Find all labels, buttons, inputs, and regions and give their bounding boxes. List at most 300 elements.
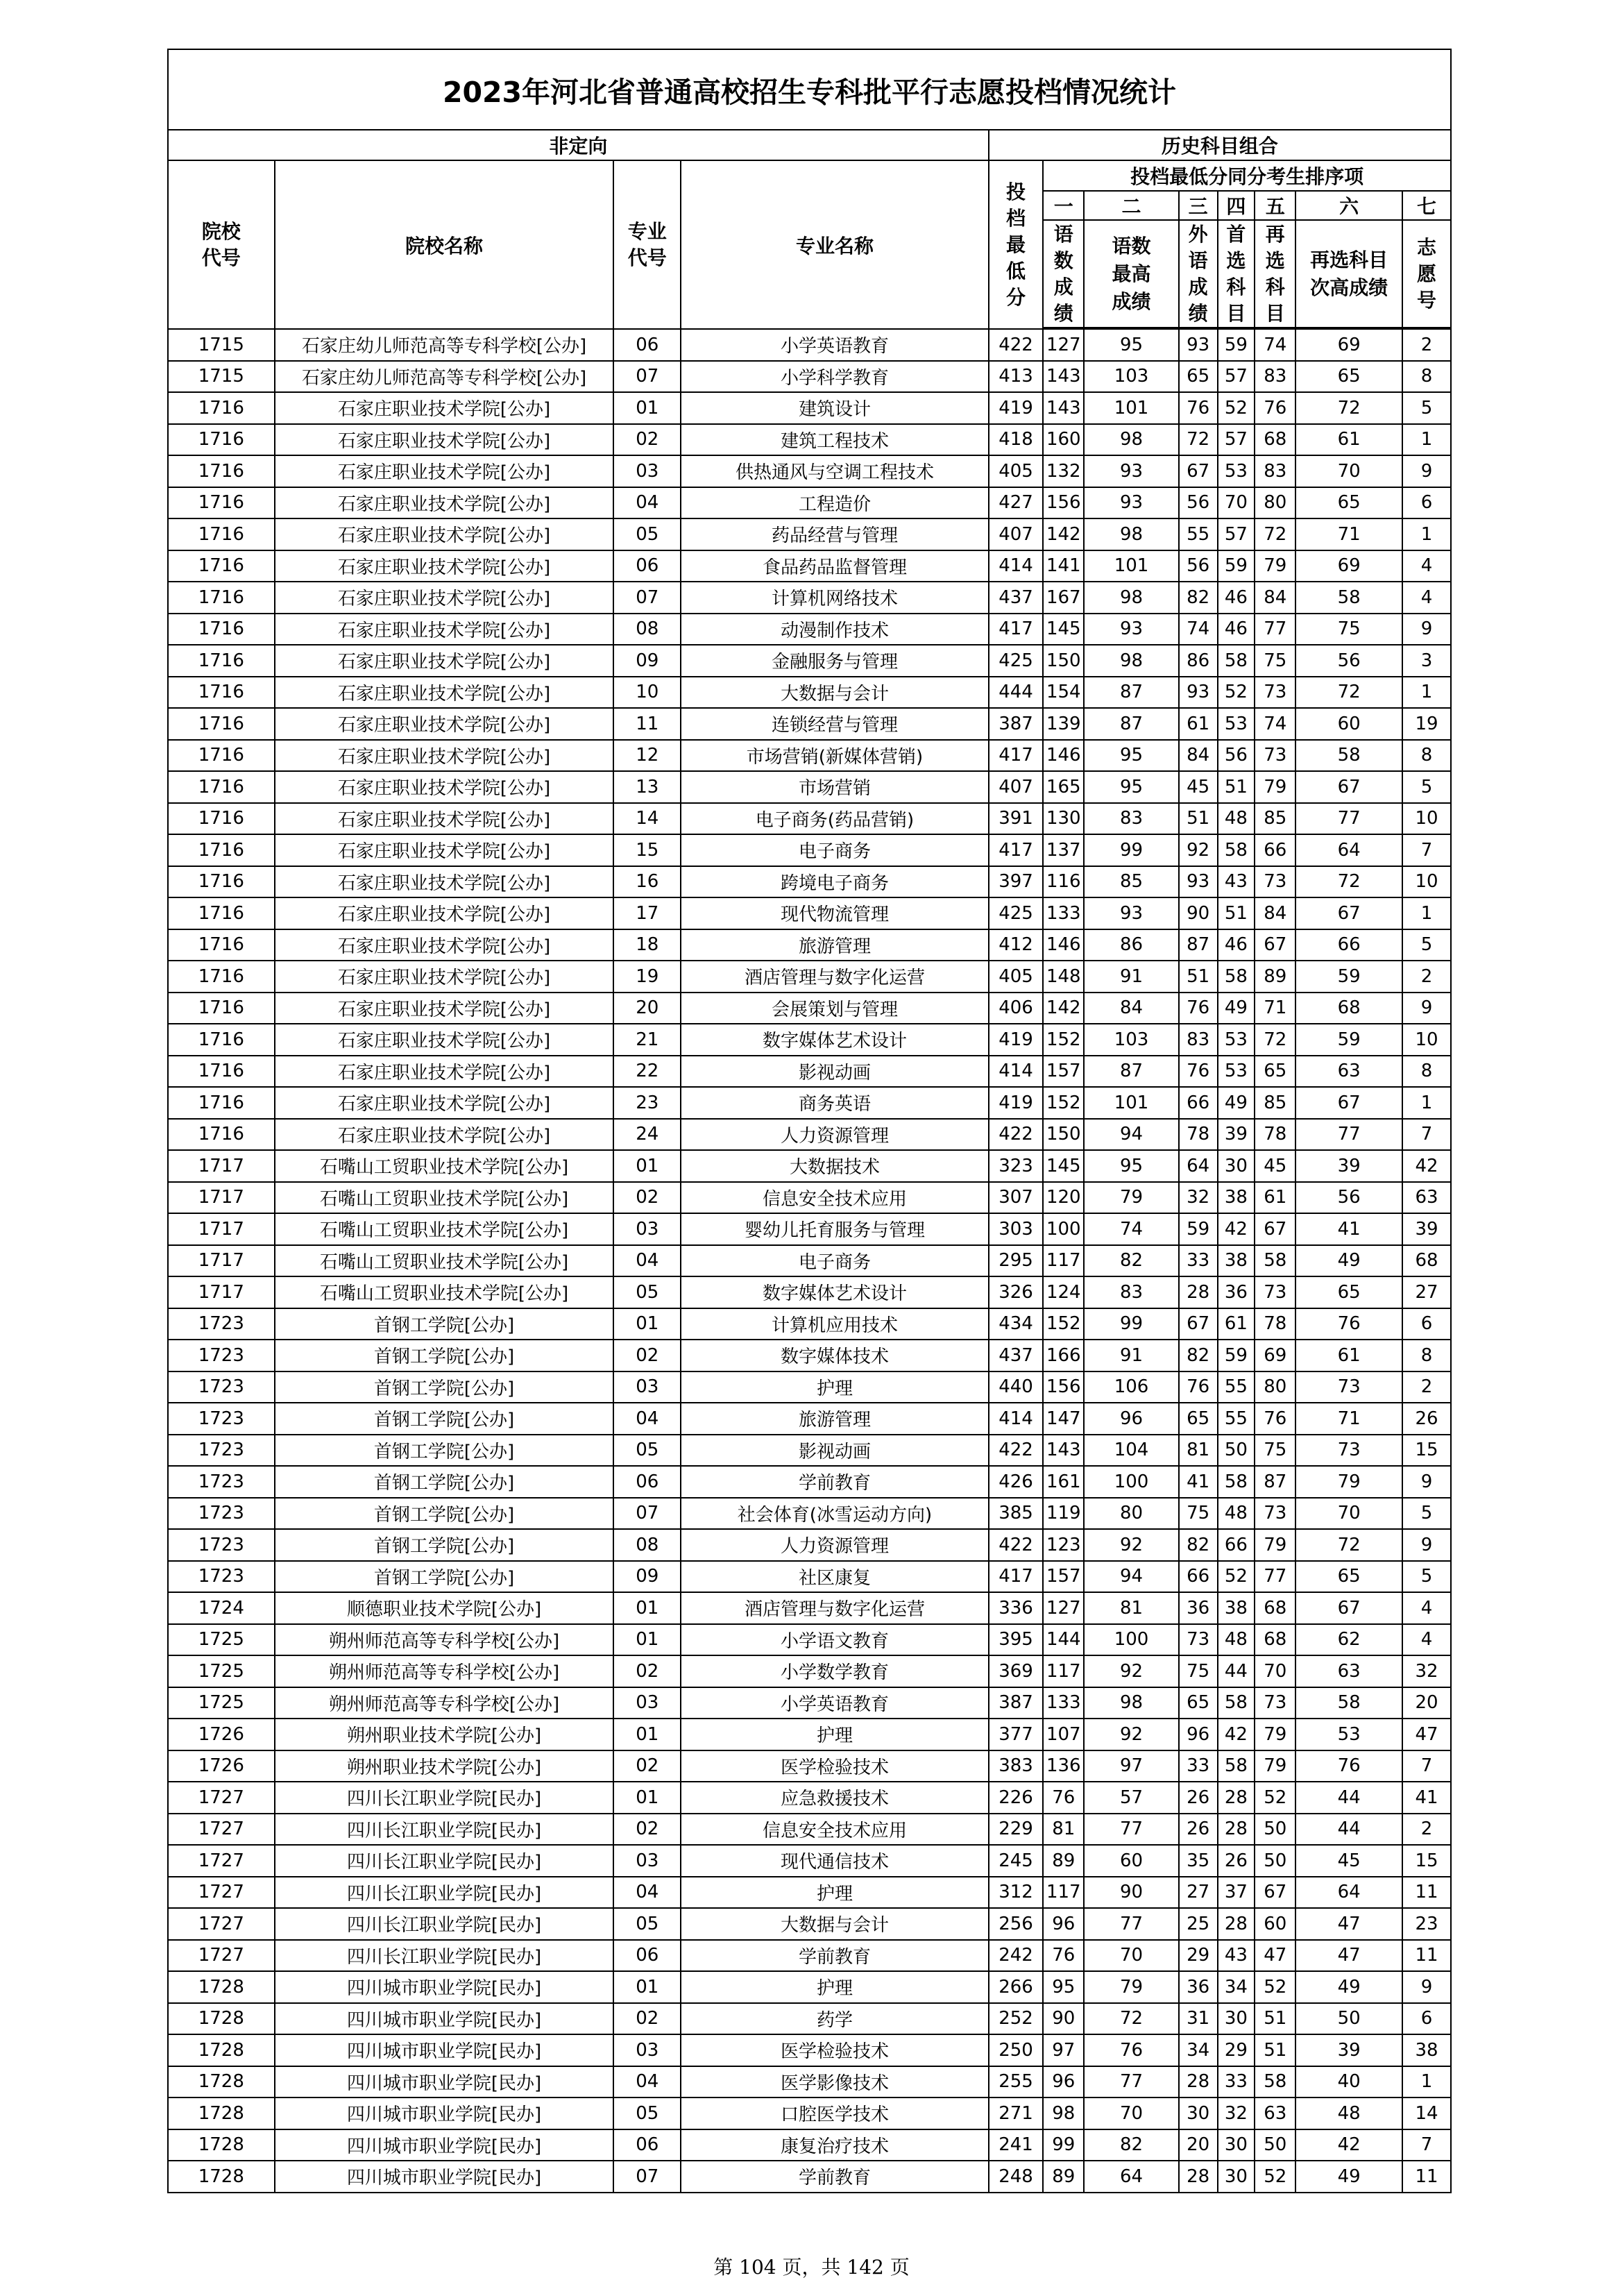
major-name-cell: 医学影像技术 [681, 2066, 989, 2098]
chn-math-score-cell: 156 [1043, 487, 1084, 519]
preference-no-cell: 9 [1402, 455, 1451, 487]
table-row [168, 1403, 1451, 1435]
major-name-cell: 人力资源管理 [681, 1529, 989, 1561]
second-subject-cell: 79 [1255, 771, 1295, 803]
foreign-lang-cell: 34 [1179, 2034, 1218, 2066]
table-row [168, 1687, 1451, 1719]
page-footer: 第 104 页，共 142 页 [713, 2256, 910, 2279]
second-subject-cell: 78 [1255, 1308, 1295, 1340]
table-row [168, 866, 1451, 898]
min-score-cell: 383 [989, 1750, 1043, 1782]
foreign-lang-cell: 72 [1179, 424, 1218, 456]
foreign-lang-cell: 56 [1179, 487, 1218, 519]
school-code-cell: 1723 [168, 1561, 275, 1593]
school-code-cell: 1723 [168, 1308, 275, 1340]
foreign-lang-cell: 59 [1179, 1213, 1218, 1245]
chn-math-score-cell: 152 [1043, 1087, 1084, 1119]
page-title: 2023年河北省普通高校招生专科批平行志愿投档情况统计 [168, 49, 1451, 130]
school-code-cell: 1723 [168, 1371, 275, 1403]
chn-math-max-cell: 94 [1084, 1119, 1178, 1151]
chn-math-score-cell: 96 [1043, 2066, 1084, 2098]
major-name-cell: 市场营销(新媒体营销) [681, 740, 989, 772]
major-code-cell: 01 [613, 1308, 681, 1340]
school-name-cell: 石家庄职业技术学院[公办] [275, 645, 614, 677]
min-score-cell: 255 [989, 2066, 1043, 2098]
major-code-cell: 01 [613, 1782, 681, 1814]
second-subject-cell: 76 [1255, 1403, 1295, 1435]
first-subject-cell: 66 [1218, 1529, 1255, 1561]
preference-no-cell: 7 [1402, 834, 1451, 866]
chn-math-score-cell: 107 [1043, 1719, 1084, 1750]
school-name-cell: 石家庄职业技术学院[公办] [275, 1087, 614, 1119]
first-subject-cell: 44 [1218, 1655, 1255, 1687]
chn-math-score-cell: 146 [1043, 929, 1084, 961]
min-score-cell: 437 [989, 1340, 1043, 1371]
table-row [168, 1371, 1451, 1403]
second-subject-cell: 83 [1255, 455, 1295, 487]
school-code-cell: 1727 [168, 1814, 275, 1846]
table-row [168, 1056, 1451, 1088]
min-score-cell: 422 [989, 1435, 1043, 1467]
major-name-cell: 工程造价 [681, 487, 989, 519]
first-subject-cell: 39 [1218, 1119, 1255, 1151]
chn-math-score-cell: 154 [1043, 677, 1084, 709]
major-name-cell: 药品经营与管理 [681, 518, 989, 550]
school-code-cell: 1716 [168, 993, 275, 1024]
min-score-cell: 425 [989, 645, 1043, 677]
school-code-cell: 1725 [168, 1624, 275, 1656]
major-code-cell: 03 [613, 1845, 681, 1877]
school-name-cell: 首钢工学院[公办] [275, 1466, 614, 1498]
major-name-cell: 供热通风与空调工程技术 [681, 455, 989, 487]
first-subject-cell: 48 [1218, 1498, 1255, 1530]
major-code-cell: 24 [613, 1119, 681, 1151]
min-score-cell: 422 [989, 1529, 1043, 1561]
first-subject-cell: 42 [1218, 1213, 1255, 1245]
major-code-cell: 02 [613, 2003, 681, 2035]
school-name-cell: 四川长江职业学院[民办] [275, 1845, 614, 1877]
chn-math-score-cell: 157 [1043, 1561, 1084, 1593]
table-row [168, 1782, 1451, 1814]
school-code-cell: 1717 [168, 1245, 275, 1277]
major-name-cell: 电子商务 [681, 1245, 989, 1277]
major-code-cell: 04 [613, 487, 681, 519]
preference-no-cell: 38 [1402, 2034, 1451, 2066]
min-score-cell: 440 [989, 1371, 1043, 1403]
table-body [168, 329, 1451, 2193]
second-subject-cell: 78 [1255, 1119, 1295, 1151]
foreign-lang-cell: 45 [1179, 771, 1218, 803]
chn-math-score-cell: 76 [1043, 1782, 1084, 1814]
second-subject-high-cell: 72 [1295, 392, 1402, 424]
school-name-cell: 四川长江职业学院[民办] [275, 1908, 614, 1940]
chn-math-max-cell: 98 [1084, 424, 1178, 456]
second-subject-cell: 67 [1255, 1213, 1295, 1245]
second-subject-high-cell: 67 [1295, 771, 1402, 803]
major-code-cell: 02 [613, 1750, 681, 1782]
chn-math-score-cell: 89 [1043, 2161, 1084, 2193]
school-code-cell: 1716 [168, 740, 275, 772]
second-subject-high-cell: 49 [1295, 1971, 1402, 2003]
table-row [168, 329, 1451, 361]
major-name-cell: 连锁经营与管理 [681, 708, 989, 740]
chn-math-max-cell: 95 [1084, 329, 1178, 361]
second-subject-cell: 70 [1255, 1655, 1295, 1687]
table-row [168, 677, 1451, 709]
chn-math-max-cell: 82 [1084, 2129, 1178, 2161]
min-score-cell: 414 [989, 1056, 1043, 1088]
foreign-lang-cell: 20 [1179, 2129, 1218, 2161]
preference-no-cell: 5 [1402, 771, 1451, 803]
second-subject-high-cell: 59 [1295, 1024, 1402, 1056]
school-name-cell: 石家庄职业技术学院[公办] [275, 866, 614, 898]
major-code-cell: 02 [613, 424, 681, 456]
chn-math-max-cell: 98 [1084, 645, 1178, 677]
chn-math-score-cell: 144 [1043, 1624, 1084, 1656]
second-subject-high-cell: 65 [1295, 1276, 1402, 1308]
school-name-cell: 石家庄职业技术学院[公办] [275, 518, 614, 550]
major-code-cell: 01 [613, 1592, 681, 1624]
second-subject-high-cell: 69 [1295, 329, 1402, 361]
chn-math-score-cell: 142 [1043, 518, 1084, 550]
school-code-cell: 1716 [168, 392, 275, 424]
preference-no-cell: 1 [1402, 424, 1451, 456]
table-row [168, 1877, 1451, 1909]
min-score-cell: 250 [989, 2034, 1043, 2066]
tiebreak-header: 投档最低分同分考生排序项 [1043, 160, 1451, 191]
table-row [168, 455, 1451, 487]
second-subject-high-cell: 72 [1295, 1529, 1402, 1561]
first-subject-cell: 38 [1218, 1592, 1255, 1624]
major-name-cell: 影视动画 [681, 1056, 989, 1088]
min-score-cell: 405 [989, 455, 1043, 487]
chn-math-max-cell: 87 [1084, 1056, 1178, 1088]
admission-statistics-sheet [167, 49, 1452, 2193]
school-code-cell: 1716 [168, 677, 275, 709]
foreign-lang-cell: 73 [1179, 1624, 1218, 1656]
second-subject-cell: 51 [1255, 2034, 1295, 2066]
chn-math-max-cell: 87 [1084, 677, 1178, 709]
chn-math-max-cell: 79 [1084, 1182, 1178, 1214]
school-name-cell: 朔州师范高等专科学校[公办] [275, 1687, 614, 1719]
preference-no-cell: 42 [1402, 1150, 1451, 1182]
major-name-cell: 婴幼儿托育服务与管理 [681, 1213, 989, 1245]
chn-math-max-cell: 106 [1084, 1371, 1178, 1403]
preference-no-cell: 11 [1402, 1877, 1451, 1909]
second-subject-cell: 79 [1255, 1529, 1295, 1561]
chn-math-score-cell: 123 [1043, 1529, 1084, 1561]
min-score-cell: 303 [989, 1213, 1043, 1245]
school-code-cell: 1716 [168, 1056, 275, 1088]
foreign-lang-cell: 51 [1179, 961, 1218, 993]
chn-math-score-cell: 124 [1043, 1276, 1084, 1308]
chn-math-score-cell: 152 [1043, 1308, 1084, 1340]
table-row [168, 2066, 1451, 2098]
chn-math-score-cell: 132 [1043, 455, 1084, 487]
table-row [168, 582, 1451, 614]
foreign-lang-cell: 28 [1179, 2161, 1218, 2193]
first-subject-cell: 58 [1218, 961, 1255, 993]
second-subject-cell: 74 [1255, 708, 1295, 740]
chn-math-max-cell: 72 [1084, 2003, 1178, 2035]
foreign-lang-cell: 93 [1179, 329, 1218, 361]
second-subject-high-cell: 40 [1295, 2066, 1402, 2098]
school-name-cell: 朔州职业技术学院[公办] [275, 1750, 614, 1782]
table-row [168, 518, 1451, 550]
second-subject-high-cell: 72 [1295, 677, 1402, 709]
chn-math-score-cell: 130 [1043, 803, 1084, 835]
foreign-lang-header: 外语成绩 [1179, 220, 1218, 328]
second-subject-cell: 65 [1255, 1056, 1295, 1088]
table-row [168, 1150, 1451, 1182]
second-subject-cell: 50 [1255, 2129, 1295, 2161]
min-score-cell: 427 [989, 487, 1043, 519]
second-subject-high-cell: 72 [1295, 866, 1402, 898]
preference-no-cell: 23 [1402, 1908, 1451, 1940]
major-name-cell: 人力资源管理 [681, 1119, 989, 1151]
first-subject-cell: 52 [1218, 677, 1255, 709]
rank-2: 二 [1084, 191, 1178, 220]
min-score-cell: 395 [989, 1624, 1043, 1656]
school-name-cell: 石家庄职业技术学院[公办] [275, 1056, 614, 1088]
school-code-cell: 1727 [168, 1877, 275, 1909]
chn-math-max-cell: 95 [1084, 771, 1178, 803]
first-subject-cell: 46 [1218, 614, 1255, 645]
school-code-cell: 1724 [168, 1592, 275, 1624]
rank-6: 六 [1295, 191, 1402, 220]
chn-math-score-cell: 139 [1043, 708, 1084, 740]
foreign-lang-cell: 56 [1179, 550, 1218, 582]
foreign-lang-cell: 30 [1179, 2097, 1218, 2129]
foreign-lang-cell: 33 [1179, 1750, 1218, 1782]
min-score-cell: 434 [989, 1308, 1043, 1340]
table-row [168, 1466, 1451, 1498]
second-subject-high-cell: 71 [1295, 518, 1402, 550]
second-subject-high-cell: 44 [1295, 1814, 1402, 1846]
major-name-cell: 医学检验技术 [681, 1750, 989, 1782]
second-subject-cell: 79 [1255, 1719, 1295, 1750]
major-code-cell: 01 [613, 1150, 681, 1182]
school-name-cell: 四川城市职业学院[民办] [275, 2161, 614, 2193]
school-code-cell: 1728 [168, 1971, 275, 2003]
foreign-lang-cell: 65 [1179, 1403, 1218, 1435]
second-subject-cell: 87 [1255, 1466, 1295, 1498]
min-score-cell: 312 [989, 1877, 1043, 1909]
table-row [168, 1213, 1451, 1245]
school-code-cell: 1723 [168, 1435, 275, 1467]
chn-math-score-cell: 133 [1043, 897, 1084, 929]
table-row [168, 392, 1451, 424]
foreign-lang-cell: 67 [1179, 455, 1218, 487]
second-subject-high-cell: 58 [1295, 582, 1402, 614]
school-name-cell: 石家庄职业技术学院[公办] [275, 614, 614, 645]
school-code-cell: 1728 [168, 2066, 275, 2098]
school-code-cell: 1725 [168, 1655, 275, 1687]
first-subject-cell: 51 [1218, 771, 1255, 803]
first-subject-cell: 59 [1218, 550, 1255, 582]
preference-no-cell: 9 [1402, 993, 1451, 1024]
chn-math-score-cell: 143 [1043, 392, 1084, 424]
foreign-lang-cell: 26 [1179, 1782, 1218, 1814]
table-row [168, 993, 1451, 1024]
second-subject-cell: 85 [1255, 803, 1295, 835]
chn-math-score-cell: 156 [1043, 1371, 1084, 1403]
chn-math-score-cell: 96 [1043, 1908, 1084, 1940]
first-subject-cell: 53 [1218, 708, 1255, 740]
major-name-cell: 计算机应用技术 [681, 1308, 989, 1340]
foreign-lang-cell: 93 [1179, 866, 1218, 898]
chn-math-score-cell: 167 [1043, 582, 1084, 614]
foreign-lang-cell: 75 [1179, 1655, 1218, 1687]
rank-1: 一 [1043, 191, 1084, 220]
first-subject-cell: 61 [1218, 1308, 1255, 1340]
table-row [168, 2003, 1451, 2035]
major-code-cell: 11 [613, 708, 681, 740]
first-subject-cell: 28 [1218, 1782, 1255, 1814]
foreign-lang-cell: 29 [1179, 1940, 1218, 1972]
school-name-cell: 石嘴山工贸职业技术学院[公办] [275, 1213, 614, 1245]
school-name-cell: 石家庄职业技术学院[公办] [275, 392, 614, 424]
foreign-lang-cell: 82 [1179, 1529, 1218, 1561]
foreign-lang-cell: 51 [1179, 803, 1218, 835]
chn-math-max-cell: 81 [1084, 1592, 1178, 1624]
major-name-cell: 大数据与会计 [681, 677, 989, 709]
table-row [168, 1814, 1451, 1846]
second-subject-high-cell: 66 [1295, 929, 1402, 961]
second-subject-cell: 84 [1255, 582, 1295, 614]
min-score-cell: 323 [989, 1150, 1043, 1182]
school-name-cell: 四川长江职业学院[民办] [275, 1814, 614, 1846]
major-name-cell: 大数据技术 [681, 1150, 989, 1182]
school-name-cell: 石家庄职业技术学院[公办] [275, 929, 614, 961]
major-name-cell: 学前教育 [681, 1940, 989, 1972]
second-subject-high-cell: 49 [1295, 2161, 1402, 2193]
major-name-cell: 动漫制作技术 [681, 614, 989, 645]
school-name-cell: 朔州师范高等专科学校[公办] [275, 1655, 614, 1687]
foreign-lang-cell: 82 [1179, 1340, 1218, 1371]
second-subject-high-cell: 67 [1295, 1087, 1402, 1119]
chn-math-score-cell: 166 [1043, 1340, 1084, 1371]
second-subject-cell: 73 [1255, 866, 1295, 898]
first-subject-cell: 55 [1218, 1403, 1255, 1435]
second-subject-cell: 63 [1255, 2097, 1295, 2129]
second-subject-high-cell: 64 [1295, 834, 1402, 866]
major-code-cell: 01 [613, 1719, 681, 1750]
first-subject-cell: 53 [1218, 1056, 1255, 1088]
second-subject-high-cell: 65 [1295, 487, 1402, 519]
first-subject-cell: 30 [1218, 2161, 1255, 2193]
foreign-lang-cell: 41 [1179, 1466, 1218, 1498]
major-name-cell: 大数据与会计 [681, 1908, 989, 1940]
major-name-cell: 计算机网络技术 [681, 582, 989, 614]
major-code-cell: 07 [613, 2161, 681, 2193]
school-code-cell: 1716 [168, 1119, 275, 1151]
major-code-cell: 16 [613, 866, 681, 898]
school-code-cell: 1726 [168, 1750, 275, 1782]
major-code-cell: 21 [613, 1024, 681, 1056]
second-subject-high-cell: 76 [1295, 1750, 1402, 1782]
school-name-cell: 四川城市职业学院[民办] [275, 2066, 614, 2098]
foreign-lang-cell: 76 [1179, 1371, 1218, 1403]
school-name-cell: 石家庄职业技术学院[公办] [275, 1119, 614, 1151]
min-score-cell: 248 [989, 2161, 1043, 2193]
school-name-cell: 四川长江职业学院[民办] [275, 1877, 614, 1909]
school-code-cell: 1727 [168, 1845, 275, 1877]
first-subject-cell: 37 [1218, 1877, 1255, 1909]
preference-no-cell: 27 [1402, 1276, 1451, 1308]
second-subject-high-cell: 63 [1295, 1056, 1402, 1088]
table-row [168, 740, 1451, 772]
chn-math-max-cell: 93 [1084, 614, 1178, 645]
school-name-cell: 四川城市职业学院[民办] [275, 2129, 614, 2161]
second-subject-high-cell: 71 [1295, 1403, 1402, 1435]
major-name-cell: 现代物流管理 [681, 897, 989, 929]
chn-math-max-header: 语数最高成绩 [1084, 220, 1178, 328]
school-code-cell: 1723 [168, 1529, 275, 1561]
preference-no-cell: 1 [1402, 897, 1451, 929]
foreign-lang-cell: 76 [1179, 1056, 1218, 1088]
school-name-cell: 石嘴山工贸职业技术学院[公办] [275, 1276, 614, 1308]
preference-no-cell: 68 [1402, 1245, 1451, 1277]
first-subject-cell: 46 [1218, 929, 1255, 961]
foreign-lang-cell: 93 [1179, 677, 1218, 709]
major-code-cell: 04 [613, 1245, 681, 1277]
chn-math-score-cell: 89 [1043, 1845, 1084, 1877]
major-code-cell: 17 [613, 897, 681, 929]
foreign-lang-cell: 65 [1179, 1687, 1218, 1719]
school-code-cell: 1717 [168, 1150, 275, 1182]
first-subject-cell: 29 [1218, 2034, 1255, 2066]
min-score-cell: 245 [989, 1845, 1043, 1877]
table-row [168, 1182, 1451, 1214]
preference-no-cell: 15 [1402, 1435, 1451, 1467]
foreign-lang-cell: 36 [1179, 1971, 1218, 2003]
min-score-cell: 226 [989, 1782, 1043, 1814]
chn-math-max-cell: 86 [1084, 929, 1178, 961]
major-name-cell: 小学语文教育 [681, 1624, 989, 1656]
first-subject-cell: 36 [1218, 1276, 1255, 1308]
second-subject-cell: 58 [1255, 1245, 1295, 1277]
major-name-cell: 影视动画 [681, 1435, 989, 1467]
table-row [168, 1024, 1451, 1056]
second-subject-high-cell: 68 [1295, 993, 1402, 1024]
chn-math-max-cell: 93 [1084, 897, 1178, 929]
second-subject-high-cell: 53 [1295, 1719, 1402, 1750]
chn-math-score-cell: 148 [1043, 961, 1084, 993]
school-name-cell: 首钢工学院[公办] [275, 1529, 614, 1561]
second-subject-cell: 76 [1255, 392, 1295, 424]
major-code-cell: 09 [613, 645, 681, 677]
major-name-cell: 社会体育(冰雪运动方向) [681, 1498, 989, 1530]
min-score-cell: 437 [989, 582, 1043, 614]
preference-no-cell: 6 [1402, 487, 1451, 519]
second-subject-high-cell: 76 [1295, 1308, 1402, 1340]
second-subject-cell: 60 [1255, 1908, 1295, 1940]
school-code-cell: 1716 [168, 487, 275, 519]
major-code-cell: 20 [613, 993, 681, 1024]
min-score-cell: 336 [989, 1592, 1043, 1624]
major-code-cell: 03 [613, 2034, 681, 2066]
table-row [168, 645, 1451, 677]
table-row [168, 1245, 1451, 1277]
major-name-cell: 应急救援技术 [681, 1782, 989, 1814]
table-row [168, 771, 1451, 803]
major-name-cell: 小学数学教育 [681, 1655, 989, 1687]
preference-no-cell: 5 [1402, 929, 1451, 961]
min-score-cell: 256 [989, 1908, 1043, 1940]
school-code-cell: 1716 [168, 550, 275, 582]
second-subject-high-cell: 67 [1295, 1592, 1402, 1624]
